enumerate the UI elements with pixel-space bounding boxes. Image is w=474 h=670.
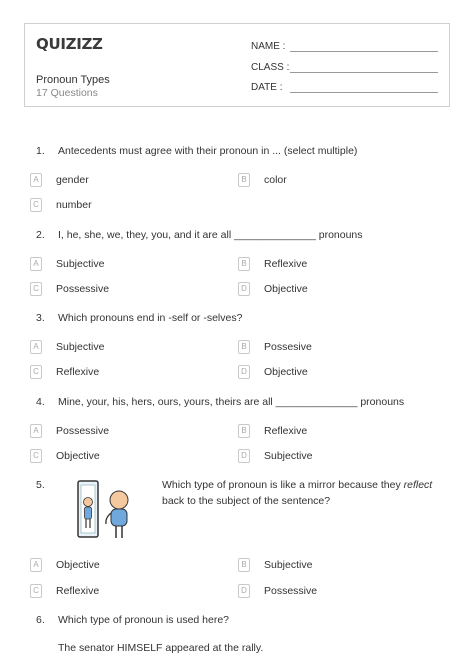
person-head	[110, 491, 128, 509]
option-text: Subjective	[56, 258, 105, 270]
worksheet-header	[24, 23, 450, 107]
option-text: number	[56, 199, 92, 211]
option-letter: C	[30, 449, 42, 463]
option-letter: B	[238, 257, 250, 271]
question-text-part: Which type of pronoun is like a mirror because they	[162, 479, 404, 491]
question-number: 5.	[36, 479, 45, 491]
question-text: Mine, your, his, hers, ours, yours, theirs are all ______________ pronouns	[58, 396, 405, 408]
question-text: Which pronouns end in -self or -selves?	[58, 312, 243, 324]
date-field[interactable]	[251, 82, 282, 93]
option-letter: C	[30, 584, 42, 598]
question-number: 1.	[36, 145, 45, 157]
option-letter: A	[30, 257, 42, 271]
option-letter: A	[30, 424, 42, 438]
question-number: 4.	[36, 396, 45, 408]
date-line	[290, 92, 438, 93]
class-label: CLASS :	[251, 62, 290, 73]
option-letter: B	[238, 558, 250, 572]
question-number: 2.	[36, 229, 45, 241]
option-letter: D	[238, 365, 250, 379]
option-text: Possessive	[56, 425, 110, 437]
option-text: Objective	[264, 283, 308, 295]
option-letter: C	[30, 282, 42, 296]
question-text-emphasis: reflect	[403, 479, 433, 491]
option-text: Objective	[56, 450, 100, 462]
option-text: color	[264, 174, 287, 186]
reflection-head	[84, 498, 93, 507]
name-field[interactable]	[251, 41, 285, 52]
option-text: Subjective	[56, 341, 105, 353]
option-text: Subjective	[264, 559, 313, 571]
option-letter: D	[238, 584, 250, 598]
name-line	[290, 51, 438, 52]
name-label: NAME :	[251, 41, 286, 52]
class-line	[290, 72, 438, 73]
option-letter: B	[238, 173, 250, 187]
class-field[interactable]	[251, 62, 289, 73]
option-letter: A	[30, 173, 42, 187]
quizizz-logo: QUIZIZZ	[36, 35, 103, 53]
option-letter: B	[238, 424, 250, 438]
worksheet-subtitle: 17 Questions	[36, 87, 98, 99]
option-text: Reflexive	[264, 425, 308, 437]
mirror-illustration	[75, 478, 139, 542]
option-letter: B	[238, 340, 250, 354]
question-text-part: back to the subject of the sentence?	[162, 495, 331, 507]
reflection-body	[85, 507, 92, 519]
option-text: Objective	[264, 366, 308, 378]
question-number: 6.	[36, 614, 45, 626]
option-letter: C	[30, 198, 42, 212]
question-text: Which type of pronoun is used here?	[58, 614, 230, 626]
option-text: Objective	[56, 559, 100, 571]
option-letter: D	[238, 449, 250, 463]
option-text: gender	[56, 174, 89, 186]
person-body	[111, 509, 127, 526]
option-letter: D	[238, 282, 250, 296]
option-text: Subjective	[264, 450, 313, 462]
option-letter: A	[30, 558, 42, 572]
date-label: DATE :	[251, 82, 283, 93]
option-text: Reflexive	[264, 258, 308, 270]
question-number: 3.	[36, 312, 45, 324]
option-letter: C	[30, 365, 42, 379]
option-text: Reflexive	[56, 366, 100, 378]
option-text: Possesive	[264, 341, 312, 353]
option-text: Possessive	[56, 283, 110, 295]
option-text: Possessive	[264, 585, 318, 597]
option-text: Reflexive	[56, 585, 100, 597]
worksheet-title: Pronoun Types	[36, 74, 110, 86]
person-arm	[106, 513, 111, 524]
question-text: I, he, she, we, they, you, and it are all ______________ pronouns	[58, 229, 363, 241]
question-text	[162, 477, 452, 509]
question-text: Antecedents must agree with their pronoun in ... (select multiple)	[58, 145, 358, 157]
example-sentence: The senator HIMSELF appeared at the rally.	[58, 642, 264, 654]
option-letter: A	[30, 340, 42, 354]
